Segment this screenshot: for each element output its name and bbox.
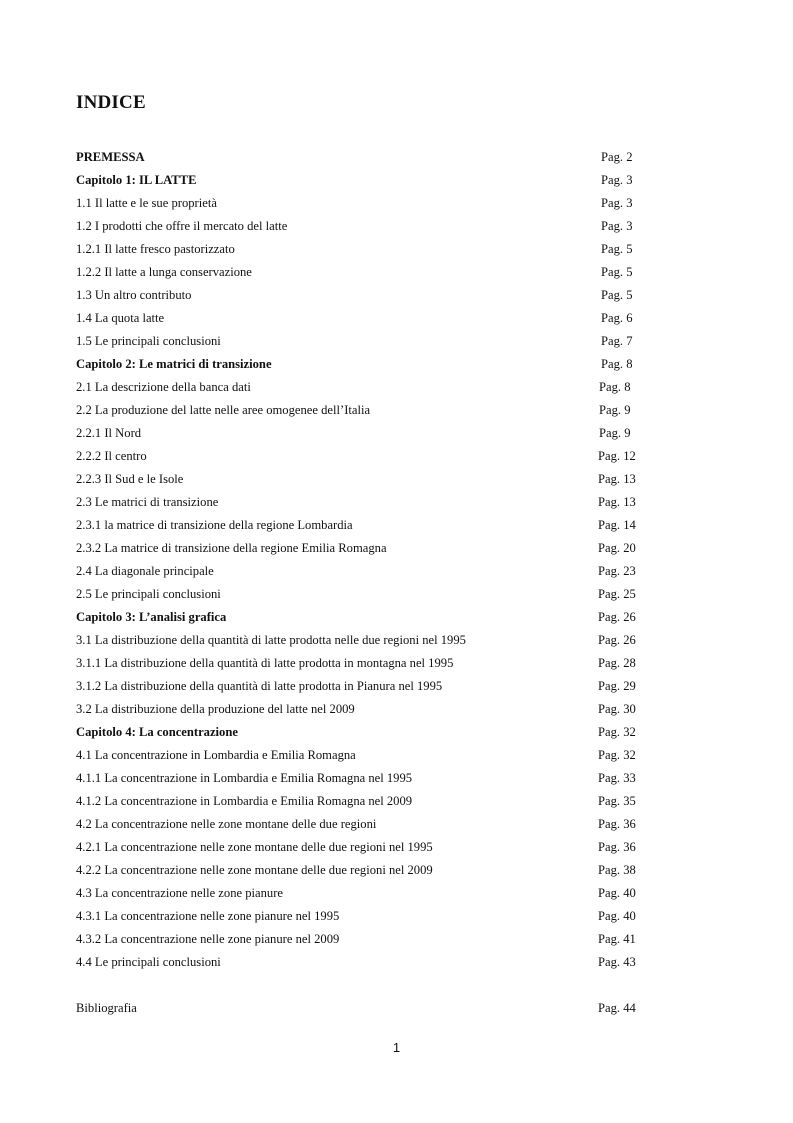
toc-entry-page: Pag. 6 (601, 311, 633, 325)
toc-entry (76, 836, 656, 859)
toc-entry (76, 445, 656, 468)
toc-entry-label: Capitolo 3: L’analisi grafica (76, 610, 227, 624)
toc-entry-label: 2.2 La produzione del latte nelle aree omogenee dell’Italia (76, 403, 371, 417)
toc-entry-label: 2.1 La descrizione della banca dati (76, 380, 251, 394)
page-number: 1 (392, 1040, 401, 1055)
toc-entry-label: PREMESSA (76, 150, 145, 164)
toc-entry (76, 859, 656, 882)
toc-entry-label: 1.2.2 Il latte a lunga conservazione (76, 265, 252, 279)
toc-entry-page: Pag. 30 (598, 702, 636, 716)
toc-entry-label: 1.1 Il latte e le sue proprietà (76, 196, 217, 210)
toc-entry (76, 790, 656, 813)
toc-entry-label: 3.1 La distribuzione della quantità di latte prodotta nelle due regioni nel 1995 (76, 633, 466, 647)
toc-entry-label: 4.2.2 La concentrazione nelle zone montane delle due regioni nel 2009 (76, 863, 433, 877)
toc-entry (76, 583, 656, 606)
toc-entry-page: Pag. 25 (598, 587, 636, 601)
toc-entry-page: Pag. 3 (601, 173, 633, 187)
toc-entry (76, 468, 656, 491)
toc-entry (76, 767, 656, 790)
toc-chapter-entry (76, 169, 656, 192)
toc-entry-page: Pag. 7 (601, 334, 633, 348)
toc-entry-page: Pag. 9 (599, 403, 631, 417)
toc-entry (76, 192, 656, 215)
toc-entry-page: Pag. 5 (601, 242, 633, 256)
toc-entry (76, 376, 656, 399)
toc-entry-page: Pag. 14 (598, 518, 636, 532)
toc-entry-label: 3.1.2 La distribuzione della quantità di latte prodotta in Pianura nel 1995 (76, 679, 443, 693)
toc-entry-label: 2.3.2 La matrice di transizione della regione Emilia Romagna (76, 541, 387, 555)
toc-entry-page: Pag. 36 (598, 840, 636, 854)
toc-entry-page: Pag. 5 (601, 288, 633, 302)
toc-entry-label: 3.2 La distribuzione della produzione del latte nel 2009 (76, 702, 355, 716)
table-of-contents (76, 146, 656, 1020)
toc-entry-label: 2.2.3 Il Sud e le Isole (76, 472, 184, 486)
toc-entry-label: 4.3.2 La concentrazione nelle zone pianure nel 2009 (76, 932, 340, 946)
toc-entry-label: 2.2.2 Il centro (76, 449, 147, 463)
toc-entry-page: Pag. 13 (598, 472, 636, 486)
toc-entry (76, 928, 656, 951)
toc-entry-page: Pag. 40 (598, 909, 636, 923)
toc-entry-page: Pag. 38 (598, 863, 636, 877)
toc-entry-label: 4.4 Le principali conclusioni (76, 955, 221, 969)
toc-entry-page: Pag. 33 (598, 771, 636, 785)
toc-entry-page: Pag. 41 (598, 932, 636, 946)
toc-entry (76, 905, 656, 928)
toc-entry-label: Capitolo 2: Le matrici di transizione (76, 357, 272, 371)
toc-entry (76, 537, 656, 560)
toc-entry-page: Pag. 12 (598, 449, 636, 463)
toc-entry (76, 997, 656, 1020)
toc-entry (76, 675, 656, 698)
toc-entry-label: 4.1.2 La concentrazione in Lombardia e Emilia Romagna nel 2009 (76, 794, 413, 808)
toc-entry-label: 1.5 Le principali conclusioni (76, 334, 221, 348)
toc-entry-label: Bibliografia (76, 1001, 137, 1015)
toc-entry-label: 2.3.1 la matrice di transizione della regione Lombardia (76, 518, 353, 532)
toc-entry (76, 491, 656, 514)
toc-entry (76, 307, 656, 330)
toc-entry-page: Pag. 28 (598, 656, 636, 670)
toc-entry-label: 4.2 La concentrazione nelle zone montane delle due regioni (76, 817, 377, 831)
toc-entry-label: 1.4 La quota latte (76, 311, 165, 325)
toc-entry-page: Pag. 3 (601, 196, 633, 210)
toc-chapter-entry (76, 721, 656, 744)
toc-entry (76, 629, 656, 652)
toc-entry-page: Pag. 26 (598, 610, 636, 624)
toc-entry-page: Pag. 2 (601, 150, 633, 164)
toc-entry-label: 1.3 Un altro contributo (76, 288, 192, 302)
toc-entry (76, 514, 656, 537)
toc-entry (76, 698, 656, 721)
toc-entry-page: Pag. 32 (598, 748, 636, 762)
toc-entry-page: Pag. 32 (598, 725, 636, 739)
toc-chapter-entry (76, 146, 656, 169)
toc-entry-label: 4.1 La concentrazione in Lombardia e Emilia Romagna (76, 748, 356, 762)
toc-entry-page: Pag. 5 (601, 265, 633, 279)
toc-entry (76, 422, 656, 445)
toc-entry-label: 2.4 La diagonale principale (76, 564, 214, 578)
toc-entry (76, 560, 656, 583)
toc-chapter-entry (76, 353, 656, 376)
toc-entry (76, 882, 656, 905)
toc-entry-page: Pag. 26 (598, 633, 636, 647)
toc-entry (76, 652, 656, 675)
toc-entry-label: Capitolo 1: IL LATTE (76, 173, 197, 187)
toc-entry-page: Pag. 40 (598, 886, 636, 900)
toc-entry-label: 4.1.1 La concentrazione in Lombardia e Emilia Romagna nel 1995 (76, 771, 413, 785)
toc-entry (76, 951, 656, 974)
toc-entry-label: Capitolo 4: La concentrazione (76, 725, 238, 739)
toc-entry (76, 399, 656, 422)
toc-entry (76, 744, 656, 767)
toc-entry-label: 2.5 Le principali conclusioni (76, 587, 221, 601)
toc-entry-page: Pag. 9 (599, 426, 631, 440)
toc-entry-label: 1.2 I prodotti che offre il mercato del latte (76, 219, 288, 233)
toc-entry (76, 261, 656, 284)
toc-entry (76, 813, 656, 836)
toc-entry-page: Pag. 8 (599, 380, 631, 394)
toc-chapter-entry (76, 606, 656, 629)
toc-entry (76, 284, 656, 307)
toc-entry-page: Pag. 13 (598, 495, 636, 509)
toc-entry-page: Pag. 43 (598, 955, 636, 969)
toc-entry-page: Pag. 29 (598, 679, 636, 693)
toc-entry-page: Pag. 20 (598, 541, 636, 555)
toc-entry-label: 4.3.1 La concentrazione nelle zone pianure nel 1995 (76, 909, 340, 923)
toc-entry-page: Pag. 35 (598, 794, 636, 808)
toc-entry-page: Pag. 23 (598, 564, 636, 578)
toc-entry-label: 2.2.1 Il Nord (76, 426, 142, 440)
toc-entry-label: 1.2.1 Il latte fresco pastorizzato (76, 242, 235, 256)
page-title: INDICE (76, 92, 146, 113)
toc-entry-page: Pag. 8 (601, 357, 633, 371)
toc-entry-page: Pag. 36 (598, 817, 636, 831)
toc-entry-label: 4.2.1 La concentrazione nelle zone montane delle due regioni nel 1995 (76, 840, 433, 854)
toc-entry (76, 330, 656, 353)
toc-entry-label: 4.3 La concentrazione nelle zone pianure (76, 886, 283, 900)
toc-entry (76, 238, 656, 261)
toc-entry-page: Pag. 3 (601, 219, 633, 233)
toc-entry (76, 215, 656, 238)
toc-entry-label: 2.3 Le matrici di transizione (76, 495, 219, 509)
toc-entry-label: 3.1.1 La distribuzione della quantità di latte prodotta in montagna nel 1995 (76, 656, 454, 670)
toc-entry-page: Pag. 44 (598, 1001, 636, 1015)
